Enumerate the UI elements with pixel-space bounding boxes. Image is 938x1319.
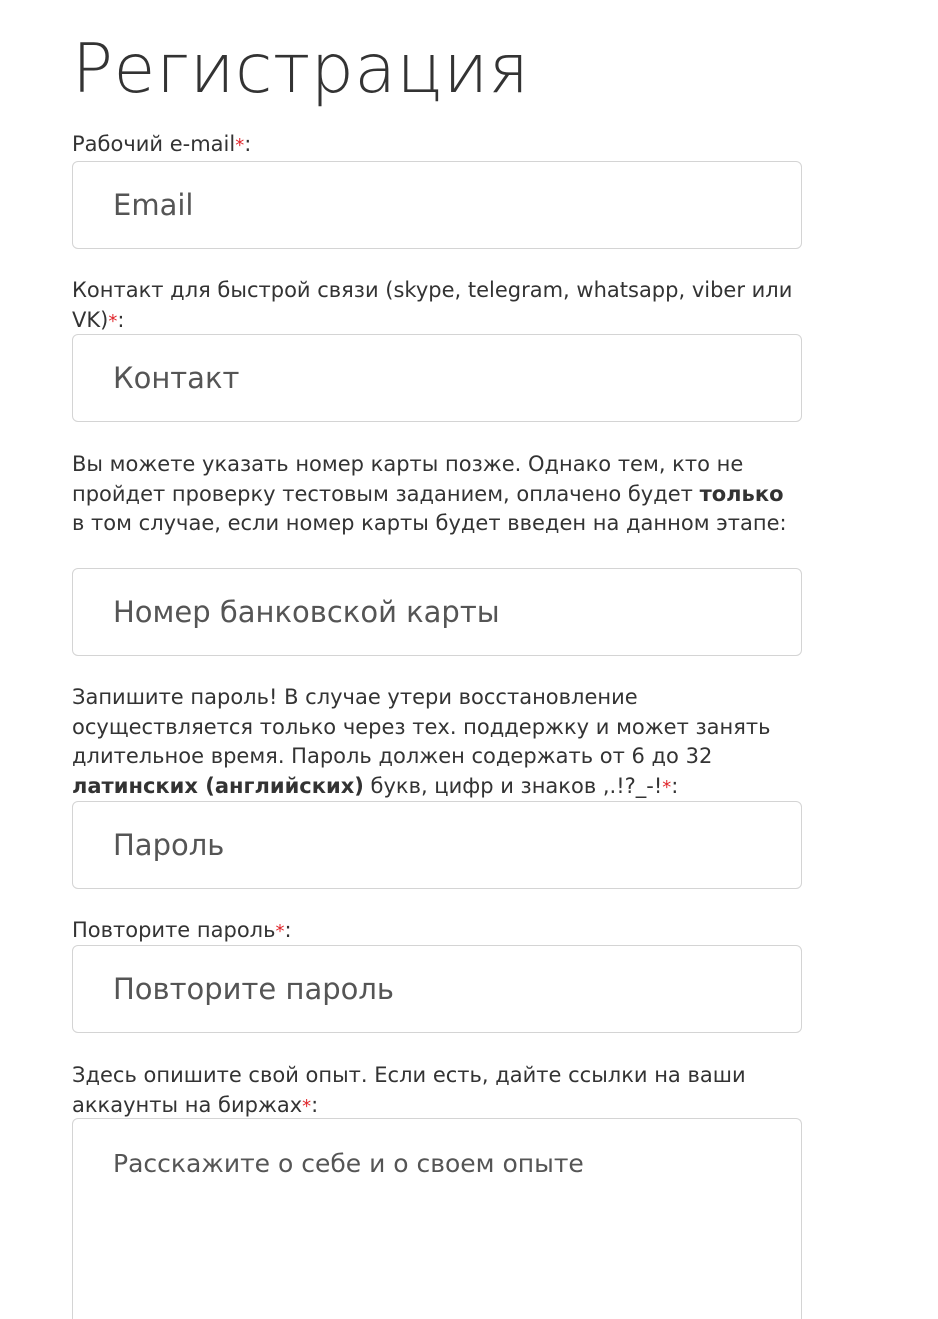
required-asterisk: * bbox=[275, 921, 285, 942]
password-repeat-field[interactable] bbox=[73, 946, 801, 1032]
required-asterisk: * bbox=[108, 310, 118, 332]
card-label-text-2: в том случае, если номер карты будет введен на данном этапе: bbox=[72, 511, 787, 535]
password-repeat-label bbox=[72, 916, 802, 947]
card-label-text-1: Вы можете указать номер карты позже. Однако тем, кто не пройдет проверку тестовым заданием, оплачено будет bbox=[72, 452, 744, 506]
password-label-text-1: Запишите пароль! В случае утери восстановление осуществляется только через тех. поддержку и может занять длительное время. Пароль должен содержать от 6 до 32 bbox=[72, 685, 771, 768]
password-field[interactable] bbox=[73, 802, 801, 888]
contact-label-text: Контакт для быстрой связи (skype, telegram, whatsapp, viber или VK) bbox=[72, 278, 793, 332]
page-title: Регистрация bbox=[72, 30, 530, 109]
email-field[interactable] bbox=[73, 162, 801, 248]
card-label-bold: только bbox=[699, 481, 784, 506]
label-colon: : bbox=[244, 132, 252, 156]
experience-label bbox=[72, 1061, 802, 1121]
experience-textarea[interactable] bbox=[73, 1119, 801, 1319]
contact-field-container bbox=[72, 334, 802, 422]
label-colon: : bbox=[671, 773, 679, 798]
required-asterisk: * bbox=[302, 1095, 312, 1117]
card-label bbox=[72, 450, 802, 539]
password-label-text-2: букв, цифр и знаков ,.!?_-! bbox=[363, 773, 663, 798]
required-asterisk: * bbox=[662, 776, 672, 798]
card-number-field[interactable] bbox=[73, 569, 801, 655]
password-repeat-label-text: Повторите пароль bbox=[72, 918, 276, 942]
experience-label-text: Здесь опишите свой опыт. Если есть, дайте ссылки на ваши аккаунты на биржах bbox=[72, 1063, 746, 1117]
card-field-container bbox=[72, 568, 802, 656]
email-field-container bbox=[72, 161, 802, 249]
experience-field-container bbox=[72, 1118, 802, 1319]
contact-label bbox=[72, 276, 802, 336]
contact-field[interactable] bbox=[73, 335, 801, 421]
password-repeat-field-container bbox=[72, 945, 802, 1033]
password-label-bold: латинских (английских) bbox=[72, 773, 364, 798]
label-colon: : bbox=[117, 307, 125, 332]
label-colon: : bbox=[311, 1092, 319, 1117]
required-asterisk: * bbox=[235, 135, 245, 156]
password-field-container bbox=[72, 801, 802, 889]
label-colon: : bbox=[284, 918, 292, 942]
email-label bbox=[72, 130, 802, 161]
email-label-text: Рабочий e-mail bbox=[72, 132, 236, 156]
password-label bbox=[72, 683, 802, 802]
